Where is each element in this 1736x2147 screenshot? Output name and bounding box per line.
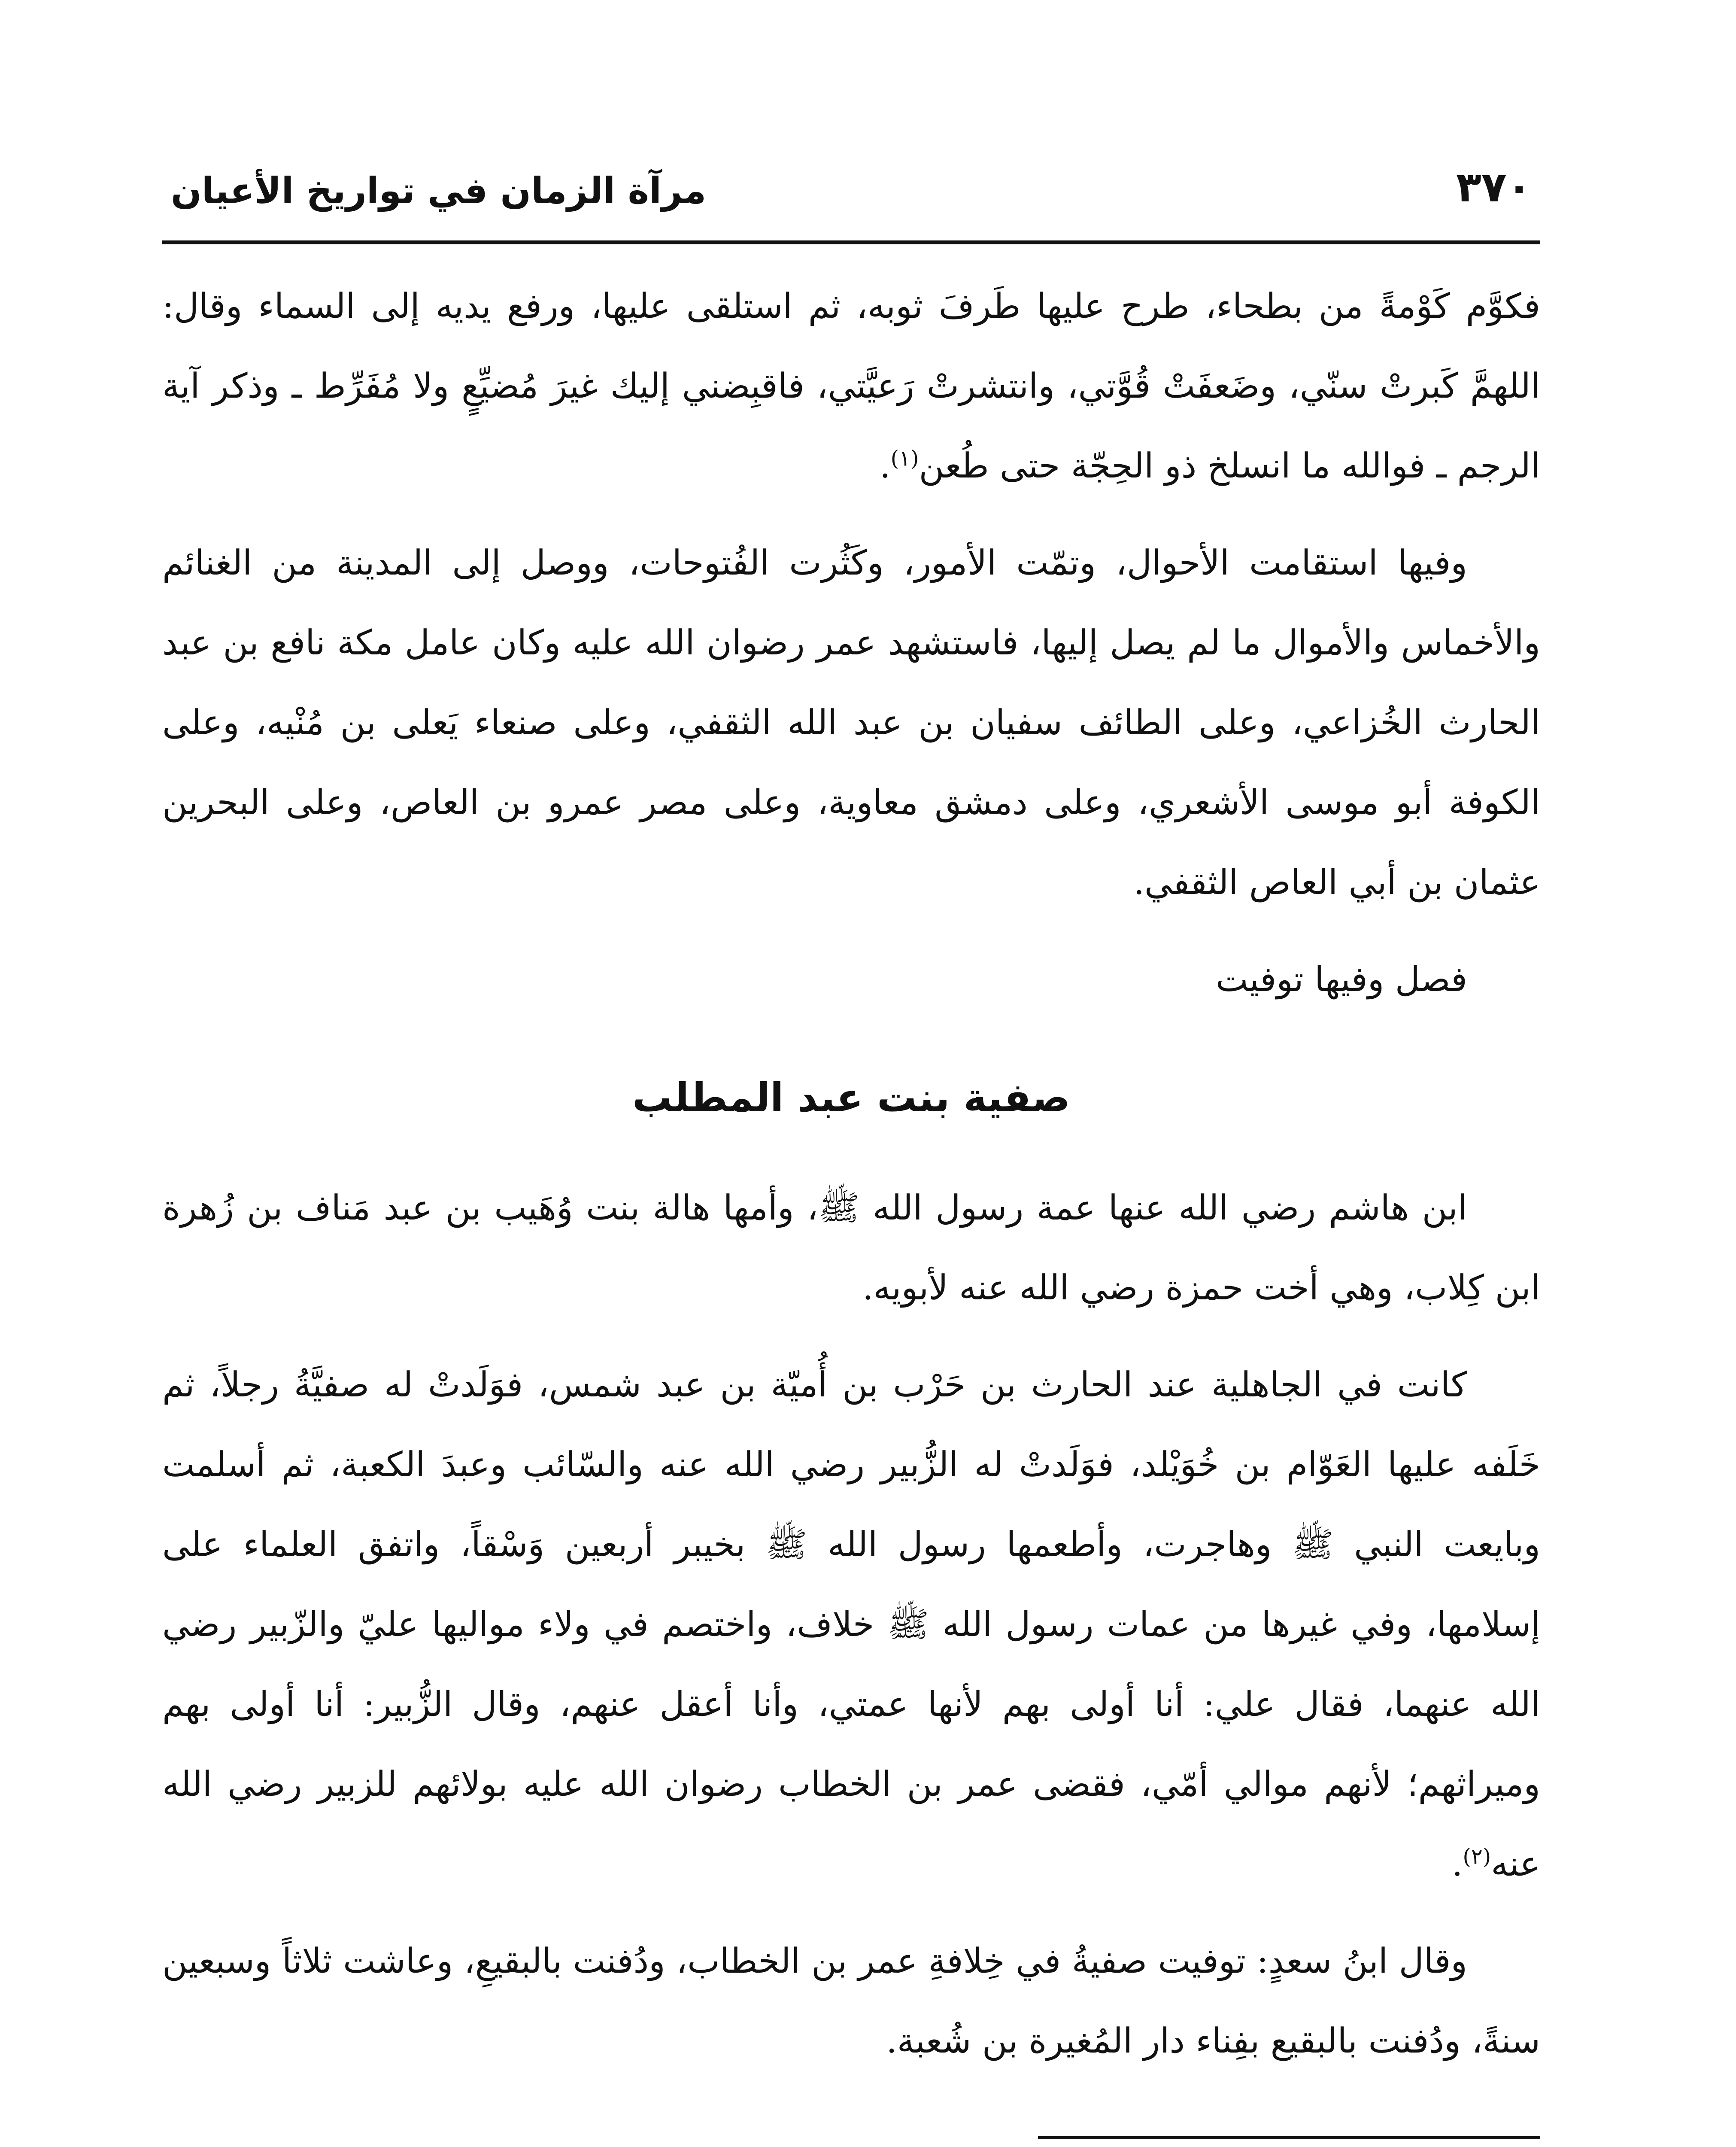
paragraph-end: . [1451,1844,1463,1884]
page-header [162,150,1540,236]
page-number: ٣٧٠ [1456,163,1532,211]
header-rule [162,240,1540,244]
footnote-ref: (٢) [1463,1844,1491,1869]
paragraph-end: . [880,446,891,486]
main-text [162,266,1540,2098]
paragraph-text: كانت في الجاهلية عند الحارث بن حَرْب بن أُميّة بن عبد شمس، فوَلَدتْ له صفيَّةُ رجلاً، ثم خَلَفه عليها العَوّام بن خُوَيْلد، فوَلَدتْ له الزُّبير رضي الله عنه والسّائب وعبدَ الكعبة، ثم أسلمت وبايعت النبي ﷺ وهاجرت، وأطعمها رسول الله ﷺ بخيبر أربعين وَسْقاً، واتفق العلماء على إسلامها، وفي غيرها من عمات رسول الله ﷺ خلاف، واختصم في ولاء مواليها عليّ والزّبير رضي الله عنهما، فقال علي: أنا أولى بهم لأنها عمتي، وأنا أعقل عنهم، وقال الزُّبير: أنا أولى بهم وميراثهم؛ لأنهم موالي أمّي، فقضى عمر بن الخطاب رضوان الله عليه بولائهم للزبير رضي الله عنه [162,1365,1540,1884]
paragraph-text: فكوَّم كَوْمةً من بطحاء، طرح عليها طَرفَ ثوبه، ثم استلقى عليها، ورفع يديه إلى السماء وقال: اللهمَّ كَبرتْ سنّي، وضَعفَتْ قُوَّتي، وانتشرتْ رَعيَّتي، فاقبِضني إليك غيرَ مُضيِّعٍ ولا مُفَرِّط ـ وذكر آية الرجم ـ فوالله ما انسلخ ذو الحِجّة حتى طُعن [162,286,1541,486]
section-heading: صفية بنت عبد المطلب [632,1075,1070,1121]
paragraph: وفيها استقامت الأحوال، وتمّت الأمور، وكَثُرت الفُتوحات، ووصل إلى المدينة من الغنائم والأخماس والأموال ما لم يصل إليها، فاستشهد عمر رضوان الله عليه وكان عامل مكة نافع بن عبد الحارث الخُزاعي، وعلى الطائف سفيان بن عبد الله الثقفي، وعلى صنعاء يَعلى بن مُنْيه، وعلى الكوفة أبو موسى الأشعري، وعلى دمشق معاوية، وعلى مصر عمرو بن العاص، وعلى البحرين عثمان بن أبي العاص الثقفي. [162,543,1540,902]
paragraph [162,1345,1540,1904]
paragraph: فصل وفيها توفيت [1216,959,1467,999]
footnote-ref: (١) [890,446,919,471]
paragraph: ابن هاشم رضي الله عنها عمة رسول الله ﷺ، وأمها هالة بنت وُهَيب بن عبد مَناف بن زُهرة ابن كِلاب، وهي أخت حمزة رضي الله عنه لأبويه. [162,1188,1540,1308]
paragraph: وقال ابنُ سعدٍ: توفيت صفيةُ في خِلافةِ عمر بن الخطاب، ودُفنت بالبقيعِ، وعاشت ثلاثاً وسبعين سنةً، ودُفنت بالبقيع بفِناء دار المُغيرة بن شُعبة. [162,1941,1540,2061]
paragraph [162,266,1540,506]
running-title: مرآة الزمان في تواريخ الأعيان [171,170,707,212]
footnote-rule [1038,2136,1540,2139]
